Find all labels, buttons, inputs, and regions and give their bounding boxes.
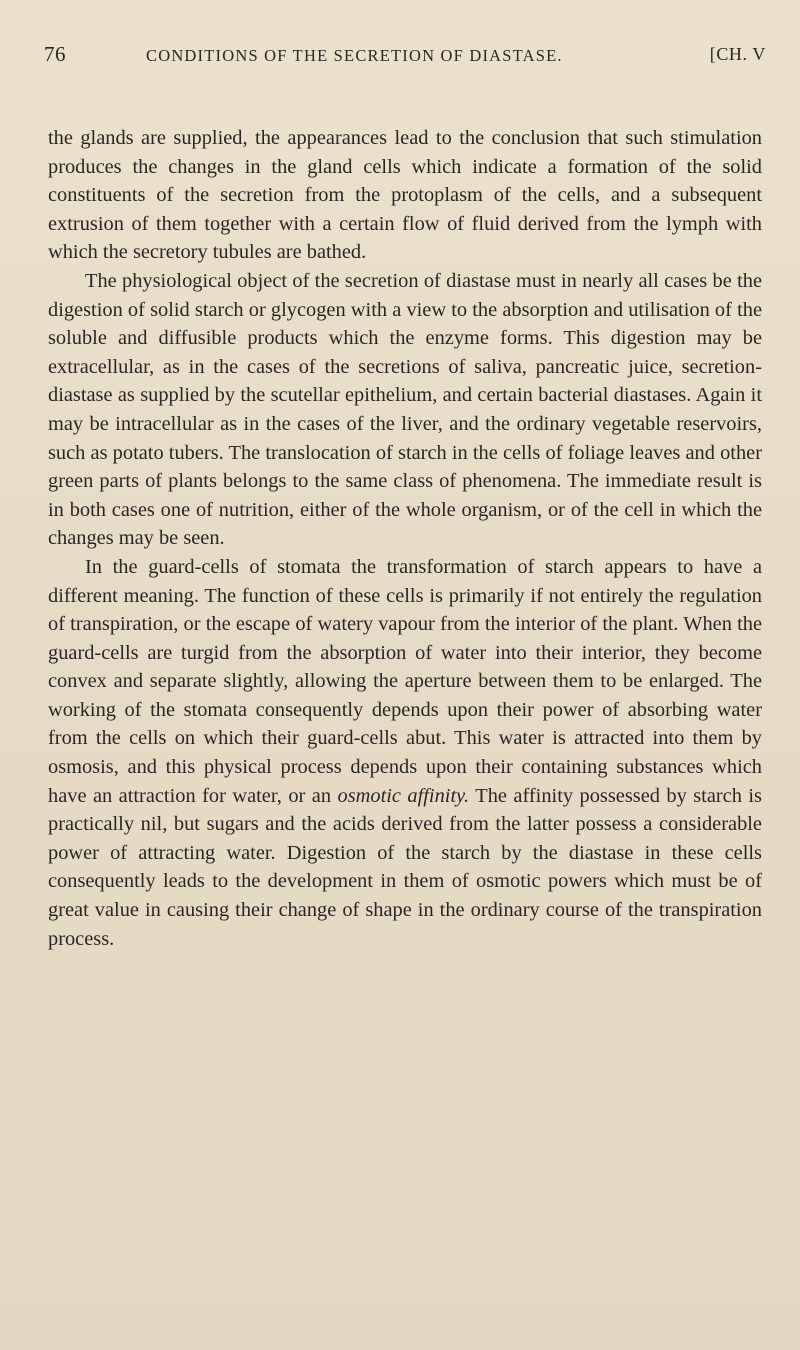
paragraph-3-text-before: In the guard-cells of stomata the transformation of starch appears to have a different meaning. The function of these cells is primarily if not entirely the regulation of transpiration, or the escape of watery vapour from the interior of the plant. When the guard-cells are turgid from the absorption of water into their interior, they become convex and separate slightly, allowing the aperture between them to be enlarged. The working of the stomata consequently depends upon their power of absorbing water from the cells on which their guard-cells abut. This water is attracted into them by osmosis, and this physical process depends upon their containing substances which have an attraction for water, or an [48,555,762,807]
paragraph-3-text-after: The affinity possessed by starch is practically nil, but sugars and the acids derived from the latter possess a considerable power of attracting water. Digestion of the starch by the diastase in these cells consequently leads to the development in them of osmotic powers which must be of great value in causing their change of shape in the ordinary course of the transpiration process. [48,784,762,950]
book-page [44,42,766,953]
paragraph-3 [48,553,762,953]
osmotic-affinity-term: osmotic affinity. [337,784,470,807]
chapter-reference: [CH. V [709,44,766,64]
paragraph-2: The physiological object of the secretion of diastase must in nearly all cases be the digestion of solid starch or glycogen with a view to the absorption and utilisation of the soluble and diffusible products which the enzyme forms. This digestion may be extracellular, as in the cases of the secretions of saliva, pancreatic juice, secretion-diastase as supplied by the scutellar epithelium, and certain bacterial diastases. Again it may be intracellular as in the cases of the liver, and the ordinary vegetable reservoirs, such as potato tubers. The translocation of starch in the cells of foliage leaves and other green parts of plants belongs to the same class of phenomena. The immediate result is in both cases one of nutrition, either of the whole organism, or of the cell in which the changes may be seen. [48,269,762,550]
body-text [48,124,762,953]
page-number: 76 [44,42,66,66]
page-header [44,42,766,78]
running-title: CONDITIONS OF THE SECRETION OF DIASTASE. [146,46,563,65]
paragraph-1: the glands are supplied, the appearances lead to the conclusion that such stimulation produces the changes in the gland cells which indicate a formation of the solid constituents of the secretion from the protoplasm of the cells, and a subsequent extrusion of them together with a certain flow of fluid derived from the lymph with which the secretory tubules are bathed. [48,127,762,264]
